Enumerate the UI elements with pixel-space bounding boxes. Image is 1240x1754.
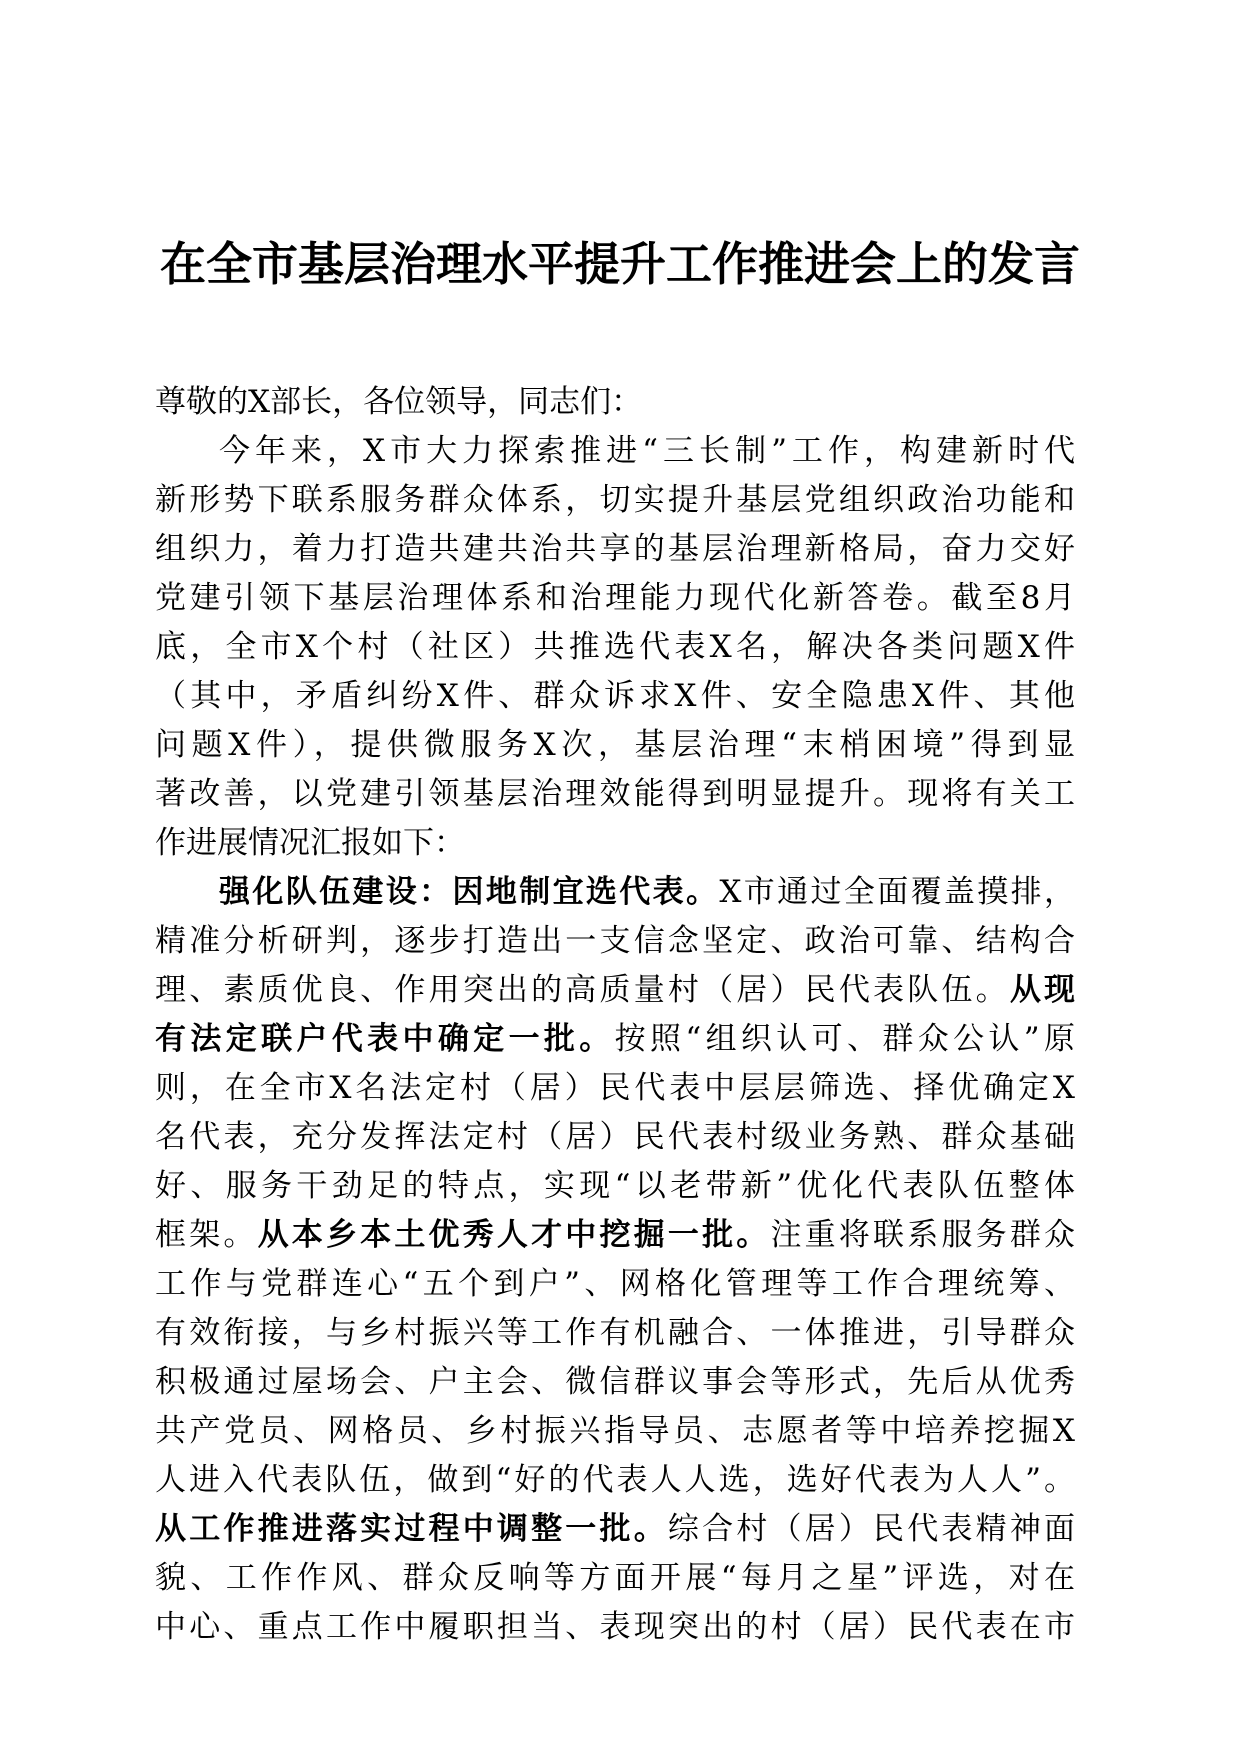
text-segment: 今年来，X市大力探索推进“三长制”工作，构建新时代: [219, 433, 1075, 469]
text-segment: 精准分析研判，逐步打造出一支信念坚定、政治可靠、结构合: [155, 923, 1075, 959]
text-line: [155, 1456, 1075, 1505]
text-segment: 名代表，充分发挥法定村（居）民代表村级业务熟、群众基础: [155, 1119, 1075, 1155]
text-segment: X市通过全面覆盖摸排，: [719, 874, 1075, 910]
text-line: [155, 868, 1075, 917]
text-segment: 人进入代表队伍，做到“好的代表人人选，选好代表为人人”。: [155, 1462, 1075, 1498]
text-segment: 尊敬的X部长，各位领导，同志们：: [155, 384, 643, 420]
text-segment: 好、服务干劲足的特点，实现“以老带新”优化代表队伍整体: [155, 1168, 1075, 1204]
text-line: [155, 1211, 1075, 1260]
text-segment: 理、素质优良、作用突出的高质量村（居）民代表队伍。: [155, 972, 1010, 1008]
text-segment: 积极通过屋场会、户主会、微信群议事会等形式，先后从优秀: [155, 1364, 1075, 1400]
text-segment: 则，在全市X名法定村（居）民代表中层层筛选、择优确定X: [155, 1070, 1075, 1106]
text-line: [155, 1162, 1075, 1211]
text-segment: 按照“组织认可、群众公认”原: [614, 1021, 1075, 1057]
text-line: [155, 1603, 1075, 1652]
text-line: [155, 966, 1075, 1015]
text-segment: （其中，矛盾纠纷X件、群众诉求X件、安全隐患X件、其他: [155, 678, 1075, 714]
text-line: [155, 1260, 1075, 1309]
text-line: [155, 1554, 1075, 1603]
text-line: [155, 1407, 1075, 1456]
text-segment: 组织力，着力打造共建共治共享的基层治理新格局，奋力交好: [155, 531, 1075, 567]
text-line: [155, 1358, 1075, 1407]
text-segment: 注重将联系服务群众: [770, 1217, 1076, 1253]
text-segment: 作进展情况汇报如下：: [155, 825, 465, 861]
text-segment: 党建引领下基层治理体系和治理能力现代化新答卷。截至8月: [155, 580, 1075, 616]
text-line: [155, 721, 1075, 770]
text-line: [155, 1505, 1075, 1554]
text-line: [155, 427, 1075, 476]
text-segment: 中心、重点工作中履职担当、表现突出的村（居）民代表在市: [155, 1609, 1075, 1645]
text-segment: 问题X件），提供微服务X次，基层治理“末梢困境”得到显: [155, 727, 1075, 763]
text-line: [155, 623, 1075, 672]
text-line: [155, 819, 1075, 868]
text-line: [155, 1064, 1075, 1113]
text-line: [155, 1015, 1075, 1064]
text-segment: 综合村（居）民代表精神面: [667, 1511, 1076, 1547]
text-line: [155, 672, 1075, 721]
text-line: [155, 1309, 1075, 1358]
bold-phrase: 从本乡本土优秀人才中挖掘一批。: [257, 1217, 771, 1253]
text-segment: 有效衔接，与乡村振兴等工作有机融合、一体推进，引导群众: [155, 1315, 1075, 1351]
bold-phrase: 从现: [1009, 972, 1076, 1008]
text-line: [155, 917, 1075, 966]
text-line: [155, 1113, 1075, 1162]
text-line: [155, 574, 1075, 623]
text-segment: 框架。: [155, 1217, 258, 1253]
document-body: [155, 378, 1075, 1652]
text-segment: 共产党员、网格员、乡村振兴指导员、志愿者等中培养挖掘X: [155, 1413, 1075, 1449]
text-line: [155, 378, 1075, 427]
text-segment: 著改善，以党建引领基层治理效能得到明显提升。现将有关工: [155, 776, 1075, 812]
text-segment: 底，全市X个村（社区）共推选代表X名，解决各类问题X件: [155, 629, 1075, 665]
bold-phrase: 从工作推进落实过程中调整一批。: [155, 1511, 668, 1547]
text-segment: 新形势下联系服务群众体系，切实提升基层党组织政治功能和: [155, 482, 1075, 518]
text-segment: 貌、工作作风、群众反响等方面开展“每月之星”评选，对在: [155, 1560, 1075, 1596]
text-segment: 工作与党群连心“五个到户”、网格化管理等工作合理统筹、: [155, 1266, 1075, 1302]
bold-phrase: 有法定联户代表中确定一批。: [155, 1021, 615, 1057]
bold-phrase: 强化队伍建设：因地制宜选代表。: [219, 874, 720, 910]
text-line: [155, 525, 1075, 574]
text-line: [155, 476, 1075, 525]
text-line: [155, 770, 1075, 819]
document-title: 在全市基层治理水平提升工作推进会上的发言: [160, 237, 1080, 291]
